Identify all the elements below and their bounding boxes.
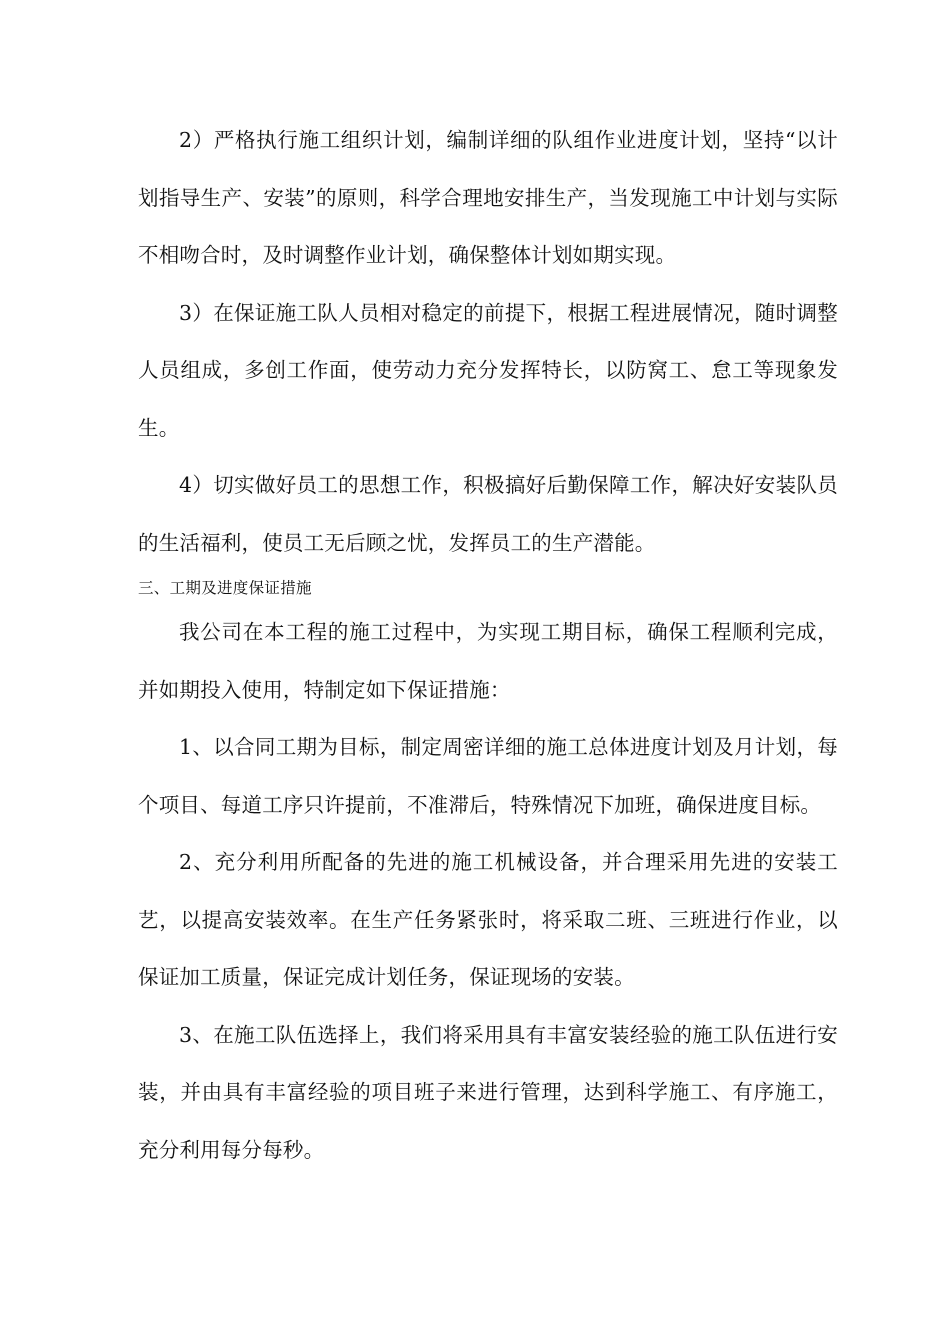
measure-paragraph-3: 3、在施工队伍选择上，我们将采用具有丰富安装经验的施工队伍进行安装，并由具有丰富经验的项目班子来进行管理，达到科学施工、有序施工，充分利用每分每秒。 [138,1022,838,1162]
section-intro-paragraph: 我公司在本工程的施工过程中，为实现工期目标，确保工程顺利完成，并如期投入使用，特制定如下保证措施： [138,620,838,702]
paragraph-item-2: 2）严格执行施工组织计划，编制详细的队组作业进度计划，坚持“以计划指导生产、安装”的原则，科学合理地安排生产，当发现施工中计划与实际不相吻合时，及时调整作业计划，确保整体计划如期实现。 [138,128,838,267]
document-body [138,112,838,1179]
section-heading: 三、工期及进度保证措施 [138,579,312,597]
paragraph-item-4: 4）切实做好员工的思想工作，积极搞好后勤保障工作，解决好安装队员的生活福利，使员工无后顾之忧，发挥员工的生产潜能。 [138,473,838,555]
paragraph-item-3: 3）在保证施工队人员相对稳定的前提下，根据工程进展情况，随时调整人员组成，多创工作面，使劳动力充分发挥特长，以防窝工、怠工等现象发生。 [138,300,838,440]
measure-paragraph-1: 1、以合同工期为目标，制定周密详细的施工总体进度计划及月计划，每个项目、每道工序只许提前，不准滞后，特殊情况下加班，确保进度目标。 [138,735,838,817]
measure-paragraph-2: 2、充分利用所配备的先进的施工机械设备，并合理采用先进的安装工艺，以提高安装效率。在生产任务紧张时，将采取二班、三班进行作业，以保证加工质量，保证完成计划任务，保证现场的安装。 [138,850,838,989]
